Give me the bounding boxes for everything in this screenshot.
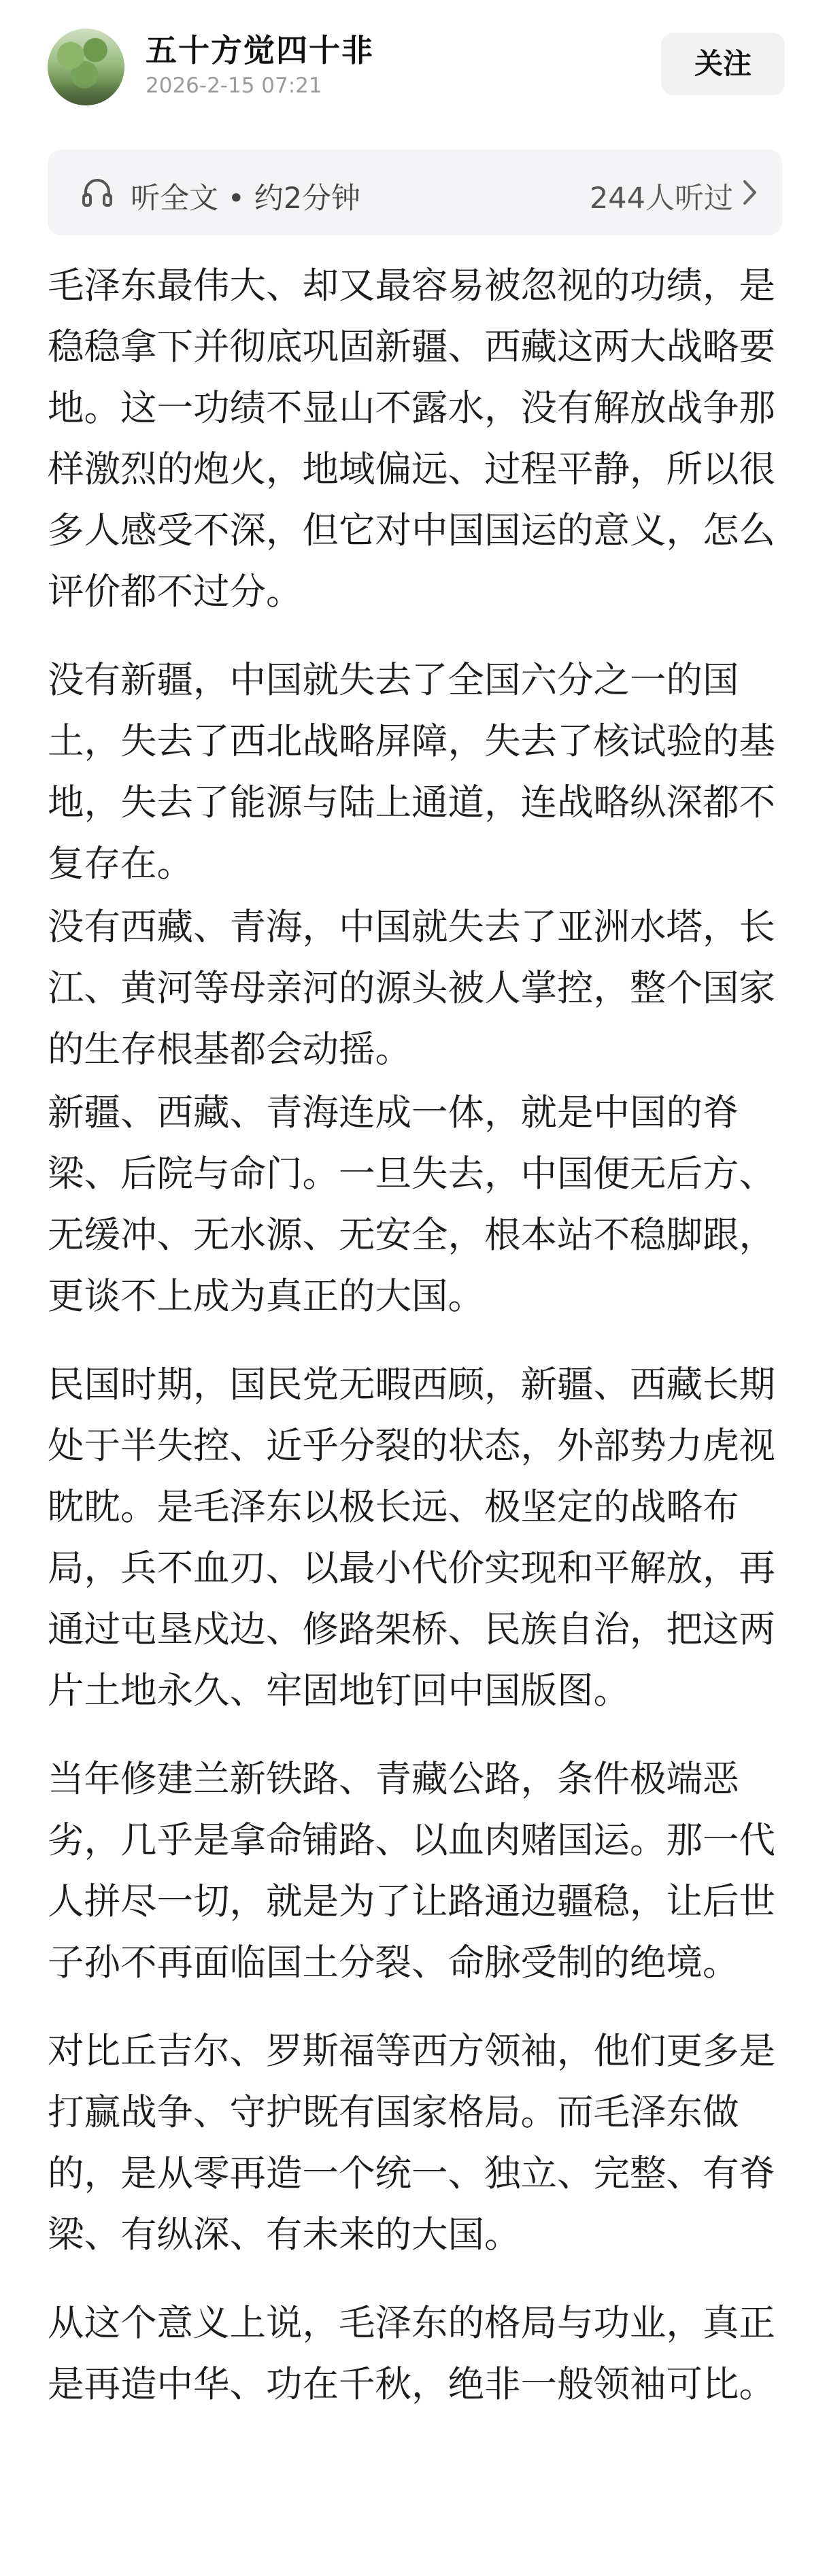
article-paragraph: 没有西藏、青海，中国就失去了亚洲水塔，长江、黄河等母亲河的源头被人掌控，整个国家的生存根基都会动摇。 <box>48 905 775 1070</box>
follow-button[interactable]: 关注 <box>661 33 785 95</box>
post-timestamp: 2026-2-15 07:21 <box>146 73 322 98</box>
headphone-icon <box>80 175 114 209</box>
listen-count: 244人听过 <box>589 182 733 216</box>
article-paragraph: 从这个意义上说，毛泽东的格局与功业，真正是再造中华、功在千秋，绝非一般领袖可比。 <box>48 2301 775 2405</box>
article-paragraph: 新疆、西藏、青海连成一体，就是中国的脊梁、后院与命门。一旦失去，中国便无后方、无缓冲、无水源、无安全，根本站不稳脚跟，更谈不上成为真正的大国。 <box>48 1091 775 1317</box>
author-name[interactable]: 五十方觉四十非 <box>146 32 374 69</box>
article-paragraph: 毛泽东最伟大、却又最容易被忽视的功绩，是稳稳拿下并彻底巩固新疆、西藏这两大战略要地。这一功绩不显山不露水，没有解放战争那样激烈的炮火，地域偏远、过程平静，所以很多人感受不深，但它对中国国运的意义，怎么评价都不过分。 <box>48 264 775 613</box>
author-avatar[interactable] <box>48 29 124 105</box>
article-paragraph: 没有新疆，中国就失去了全国六分之一的国土，失去了西北战略屏障，失去了核试验的基地，失去了能源与陆上通道，连战略纵深都不复存在。 <box>48 658 775 885</box>
article-paragraph: 民国时期，国民党无暇西顾，新疆、西藏长期处于半失控、近乎分裂的状态，外部势力虎视眈眈。是毛泽东以极长远、极坚定的战略布局，兵不血刃、以最小代价实现和平解放，再通过屯垦戍边、修路架桥、民族自治，把这两片土地永久、牢固地钉回中国版图。 <box>48 1363 775 1712</box>
article-body <box>48 255 782 2415</box>
listen-label: 听全文 • 约2分钟 <box>131 182 361 216</box>
article-paragraph: 对比丘吉尔、罗斯福等西方领袖，他们更多是打赢战争、守护既有国家格局。而毛泽东做的，是从零再造一个统一、独立、完整、有脊梁、有纵深、有未来的大国。 <box>48 2029 775 2256</box>
chevron-right-icon <box>741 178 759 207</box>
article-paragraph: 当年修建兰新铁路、青藏公路，条件极端恶劣，几乎是拿命铺路、以血肉赌国运。那一代人拼尽一切，就是为了让路通边疆稳，让后世子孙不再面临国土分裂、命脉受制的绝境。 <box>48 1757 775 1984</box>
author-header <box>0 0 827 136</box>
listen-full-text-bar[interactable] <box>48 150 782 235</box>
